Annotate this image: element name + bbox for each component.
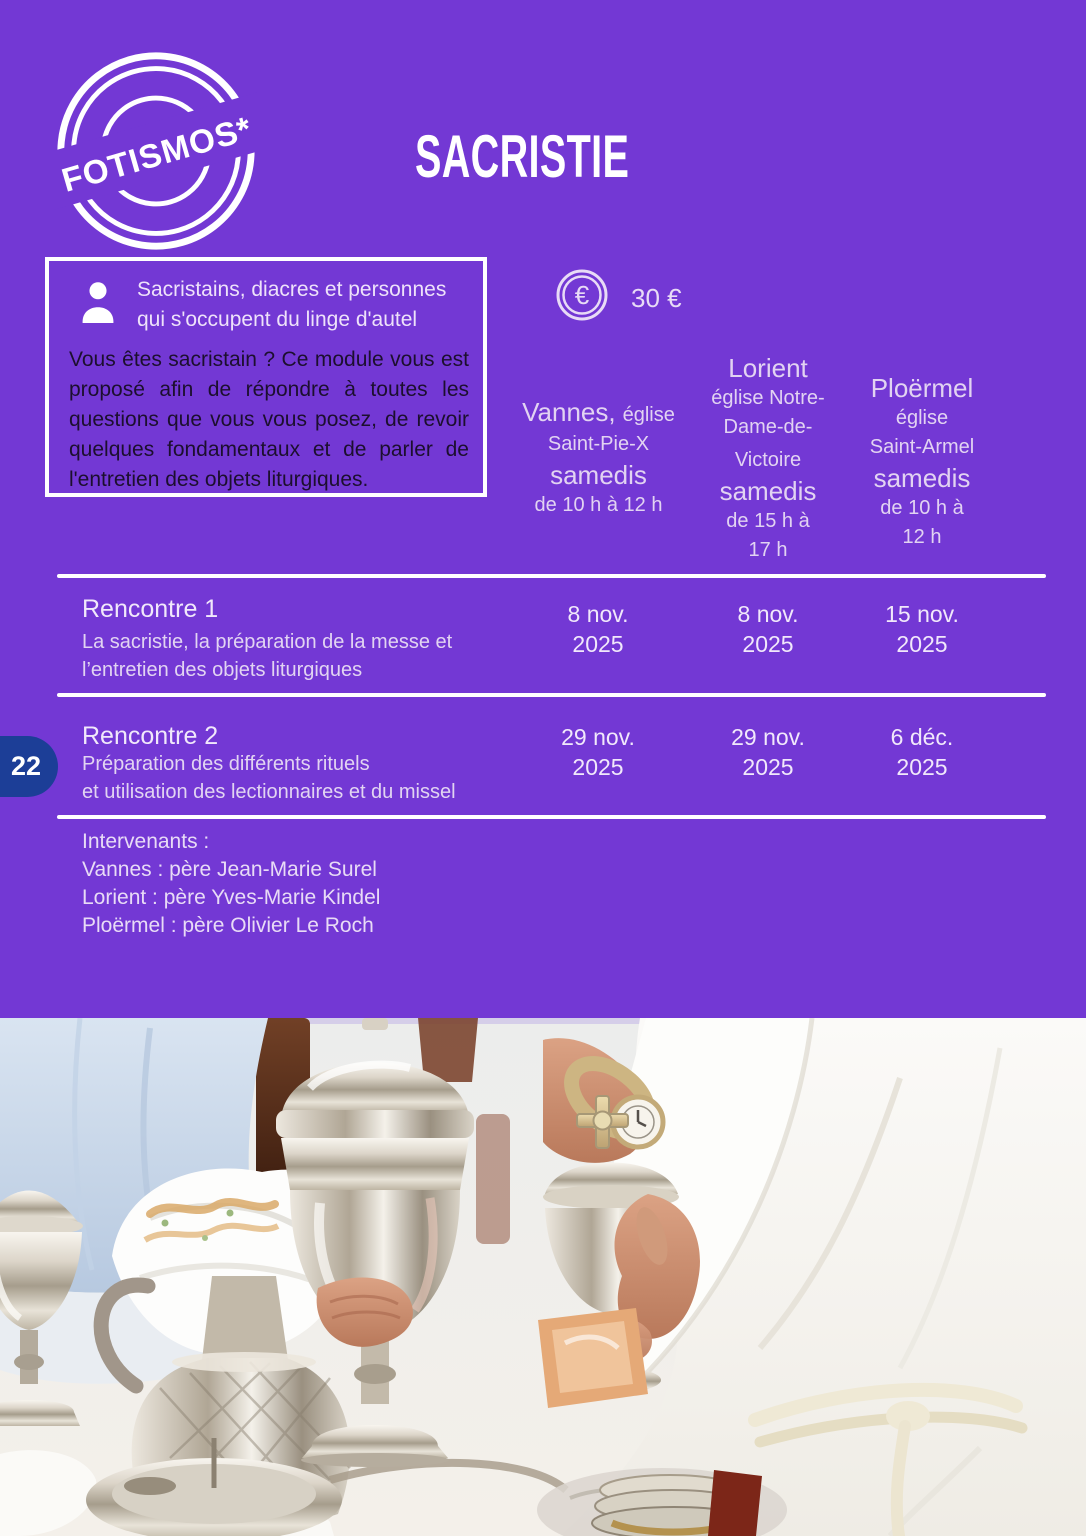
date-cell: [693, 599, 843, 659]
date-line: 2025: [572, 754, 624, 780]
column-time: 12 h: [902, 526, 942, 548]
session-description: [82, 750, 522, 806]
schedule-column-lorient: [682, 352, 854, 565]
speaker-item: Lorient : père Yves-Marie Kindel: [82, 886, 381, 909]
table-divider: [57, 693, 1046, 697]
column-time: de 10 h à 12 h: [534, 494, 663, 516]
session-description-line: Préparation des différents rituels: [82, 753, 370, 775]
page-number-badge: 22: [0, 736, 58, 797]
column-time: 17 h: [748, 539, 788, 561]
column-day: samedis: [873, 463, 971, 493]
schedule-column-ploermel: [844, 372, 1000, 552]
date-line: 15 nov.: [885, 601, 959, 627]
date-cell: [523, 722, 673, 782]
date-line: 2025: [896, 754, 948, 780]
audience-heading: Sacristains, diacres et personnes qui s'occupent du linge d'autel: [137, 278, 447, 331]
column-time: de 10 h à: [880, 497, 964, 519]
date-cell: [847, 599, 997, 659]
table-divider: [57, 574, 1046, 578]
euro-coin-icon: [556, 269, 608, 321]
date-line: 2025: [742, 631, 794, 657]
schedule-column-vannes: [496, 396, 701, 520]
date-line: 8 nov.: [737, 601, 799, 627]
column-church: église: [895, 407, 949, 429]
date-line: 2025: [742, 754, 794, 780]
speaker-item: Ploërmel : père Olivier Le Roch: [82, 914, 374, 937]
column-day: samedis: [719, 476, 817, 506]
session-description: [82, 628, 522, 684]
session-description-line: La sacristie, la préparation de la messe et: [82, 631, 453, 653]
column-church: Saint-Armel: [869, 436, 975, 458]
session-description-line: et utilisation des lectionnaires et du missel: [82, 781, 456, 803]
fotismos-stamp-icon: [53, 48, 259, 254]
column-day: samedis: [550, 460, 647, 490]
column-city: Ploërmel: [870, 373, 974, 403]
audience-description: Vous êtes sacristain ? Ce module vous est proposé afin de répondre à toutes les questions que vous vous posez, de revoir quelques fondamentaux et de parler de l'entretien des objets liturgiques.: [69, 348, 469, 491]
date-line: 2025: [572, 631, 624, 657]
date-line: 6 déc.: [890, 724, 954, 750]
audience-box: [45, 257, 487, 497]
date-cell: [523, 599, 673, 659]
date-cell: [693, 722, 843, 782]
photo-liturgical-vessels: [0, 1018, 1086, 1536]
date-line: 29 nov.: [561, 724, 635, 750]
euro-glyph: €: [574, 280, 590, 310]
speaker-item: Vannes : père Jean-Marie Surel: [82, 858, 377, 881]
stamp-text: FOTISMOS*: [57, 110, 257, 200]
column-church: Dame-de-: [723, 416, 813, 438]
column-time: de 15 h à: [726, 510, 810, 532]
person-icon: [73, 275, 123, 329]
column-city: Vannes,: [522, 397, 616, 427]
session-title: Rencontre 2: [82, 722, 219, 750]
page-title: SACRISTIE: [415, 123, 630, 190]
tan-pall: [538, 1308, 648, 1408]
speakers-block: [82, 828, 642, 940]
session-title: Rencontre 1: [82, 595, 219, 623]
column-church: église: [622, 404, 675, 426]
date-line: 29 nov.: [731, 724, 805, 750]
date-cell: [847, 722, 997, 782]
session-description-line: l’entretien des objets liturgiques: [82, 659, 363, 681]
column-city: Lorient: [728, 353, 808, 383]
column-church: Saint-Pie-X: [547, 433, 650, 455]
date-line: 8 nov.: [567, 601, 629, 627]
date-line: 2025: [896, 631, 948, 657]
price-amount: 30 €: [631, 283, 682, 313]
column-church: Victoire: [734, 449, 802, 471]
column-church: église Notre-: [711, 387, 825, 409]
table-divider: [57, 815, 1046, 819]
speakers-heading: Intervenants :: [82, 830, 210, 853]
